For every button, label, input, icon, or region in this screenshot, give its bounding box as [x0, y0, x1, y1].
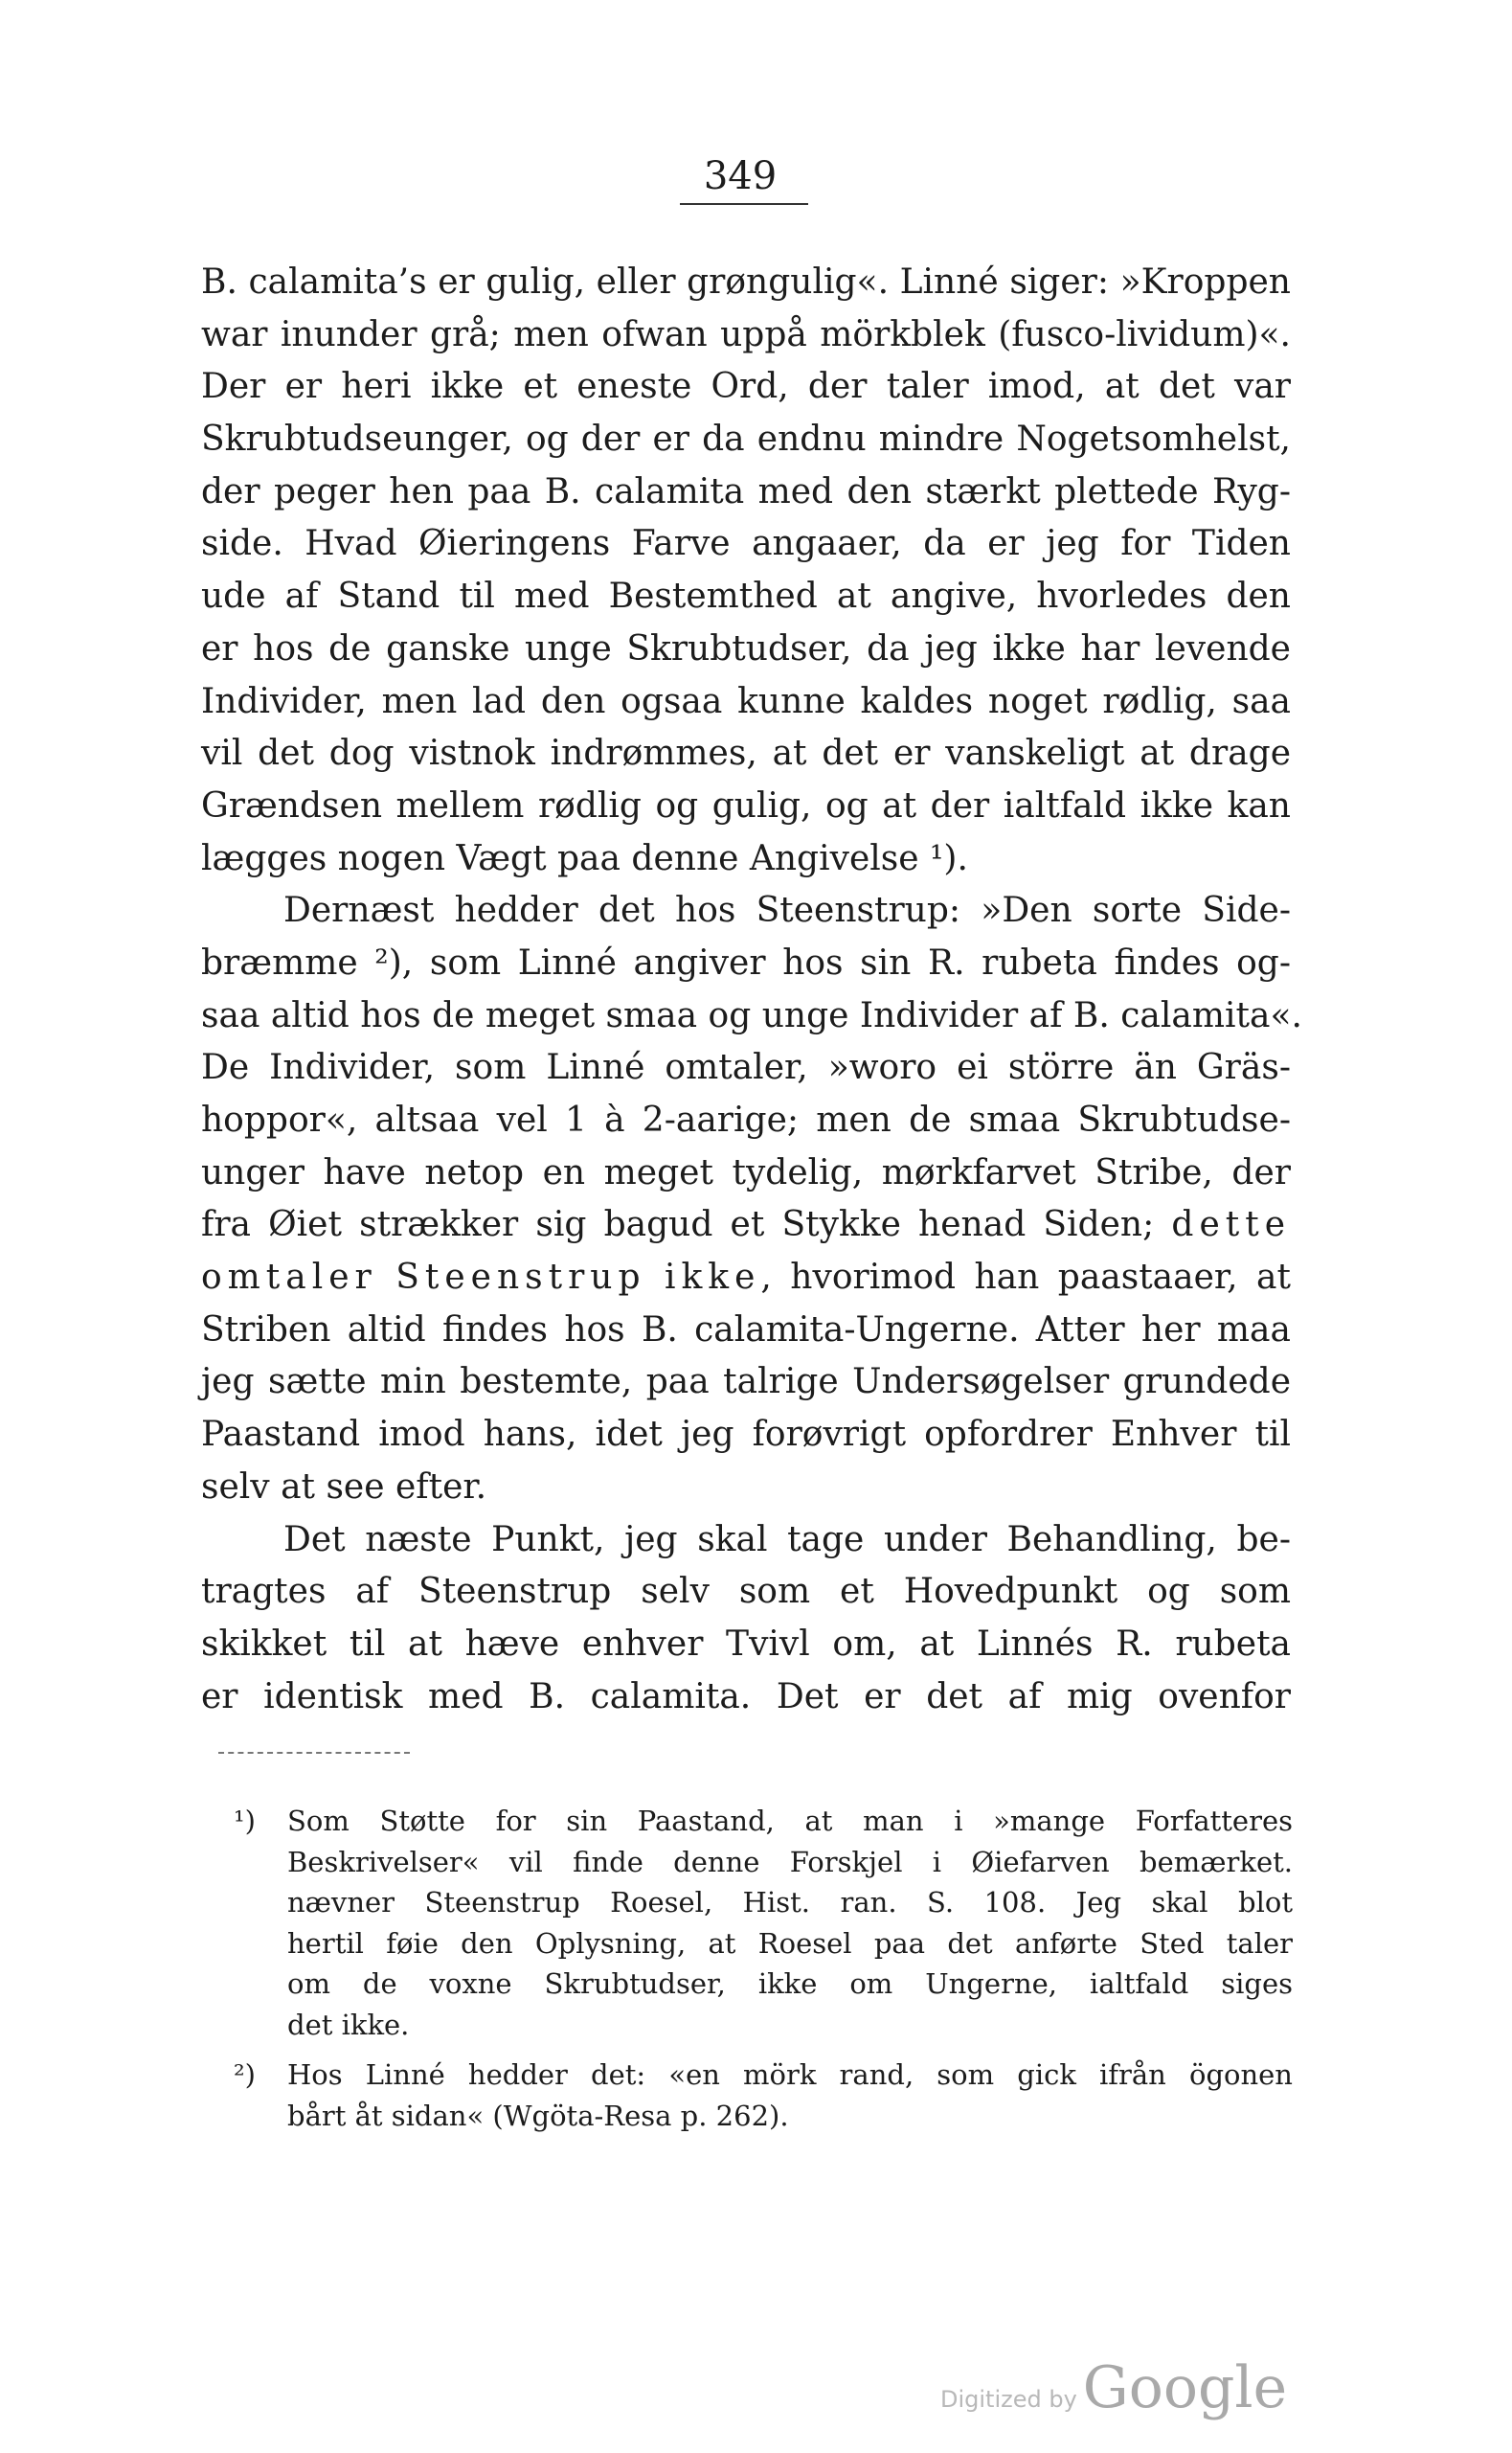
footnote-line: hertil føie den Oplysning, at Roesel paa det anførte Sted taler: [287, 1926, 1293, 1960]
footnote-text: Hos Linné hedder det: «en mörk rand, som gick ifrån ögonen: [287, 2058, 1293, 2091]
page-number: 349: [703, 154, 778, 198]
google-logo: Google: [1082, 2354, 1288, 2421]
text-line: Paastand imod hans, idet jeg forøvrigt opfordrer Enhver til: [201, 1415, 1291, 1455]
text-line: Det næste Punkt, jeg skal tage under Behandling, be-: [283, 1519, 1291, 1559]
text-line: skikket til at hæve enhver Tvivl om, at Linnés R. rubeta: [201, 1624, 1291, 1664]
text-line: war inunder grå; men ofwan uppå mörkblek (fusco-lividum)«.: [201, 314, 1291, 354]
text-line: [201, 1252, 1291, 1305]
text-line: Individer, men lad den ogsaa kunne kaldes noget rødlig, saa: [201, 681, 1291, 721]
text-line: Grændsen mellem rødlig og gulig, og at der ialtfald ikke kan: [201, 785, 1291, 826]
text-line: B. calamita’s er gulig, eller grøngulig«. Linné siger: »Kroppen: [201, 262, 1291, 302]
text-line: [201, 1199, 1291, 1252]
spaced-emphasis: Steenstrup: [395, 1258, 646, 1298]
footnote-line: Beskrivelser« vil finde denne Forskjel i Øiefarven bemærket.: [287, 1845, 1293, 1878]
body-text: [201, 257, 1302, 1723]
text-line: Der er heri ikke et eneste Ord, der taler imod, at det var: [201, 367, 1291, 407]
text-line: hoppor«, altsaa vel 1 à 2-aarige; men de smaa Skrubtudse-: [201, 1101, 1291, 1140]
text-line: jeg sætte min bestemte, paa talrige Undersøgelser grundede: [201, 1362, 1291, 1402]
footnote-line: [234, 1801, 1293, 1842]
text-line: er identisk med B. calamita. Det er det af mig ovenfor: [201, 1676, 1291, 1716]
footnote-text: Som Støtte for sin Paastand, at man i »mange Forfatteres: [287, 1805, 1293, 1837]
spaced-emphasis: dette: [1171, 1205, 1291, 1245]
text-line: tragtes af Steenstrup selv som et Hovedpunkt og som: [201, 1572, 1291, 1612]
text-line: unger have netop en meget tydelig, mørkfarvet Stribe, der: [201, 1152, 1291, 1192]
watermark-prefix: Digitized by: [940, 2386, 1077, 2413]
footnote-line: [234, 2055, 1293, 2096]
text-line: side. Hvad Øieringens Farve angaaer, da er jeg for Tiden: [201, 524, 1291, 564]
text-fragment: , hvorimod han paastaaer, at: [760, 1258, 1291, 1298]
footnote-marker: ²): [234, 2058, 256, 2091]
footnote-line: om de voxne Skrubtudser, ikke om Ungerne, ialtfald siges: [287, 1967, 1293, 2000]
text-line: De Individer, som Linné omtaler, »woro ei större än Gräs-: [201, 1048, 1291, 1088]
page-number-underline: [680, 203, 808, 205]
text-line: bræmme ²), som Linné angiver hos sin R. rubeta findes og-: [201, 943, 1291, 983]
text-line: Striben altid findes hos B. calamita-Ungerne. Atter her maa: [201, 1309, 1291, 1350]
footnotes: [234, 1801, 1293, 2136]
digitized-by-google-watermark: [940, 2354, 1288, 2431]
spaced-emphasis: omtaler: [201, 1258, 377, 1298]
text-line: saa altid hos de meget smaa og unge Individer af B. calamita«.: [201, 995, 1302, 1035]
text-fragment: fra Øiet strækker sig bagud et Stykke henad Siden;: [201, 1205, 1155, 1245]
footnote-line: bårt åt sidan« (Wgöta-Resa p. 262).: [287, 2099, 789, 2132]
footnote-line: nævner Steenstrup Roesel, Hist. ran. S. 108. Jeg skal blot: [287, 1886, 1293, 1919]
text-line: lægges nogen Vægt paa denne Angivelse ¹).: [201, 838, 968, 878]
footnote-line: det ikke.: [287, 2008, 410, 2041]
text-line: ude af Stand til med Bestemthed at angive, hvorledes den: [201, 577, 1291, 617]
text-line: selv at see efter.: [201, 1466, 487, 1507]
footnote-marker: ¹): [234, 1805, 256, 1837]
text-line: Skrubtudseunger, og der er da endnu mindre Nogetsomhelst,: [201, 420, 1291, 460]
text-line: Dernæst hedder det hos Steenstrup: »Den sorte Side-: [283, 891, 1291, 931]
footnote-separator: [218, 1752, 410, 1754]
spaced-emphasis: ikke: [664, 1258, 761, 1298]
text-line: der peger hen paa B. calamita med den stærkt plettede Ryg-: [201, 471, 1291, 511]
text-line: vil det dog vistnok indrømmes, at det er vanskeligt at drage: [201, 734, 1291, 774]
text-line: er hos de ganske unge Skrubtudser, da jeg ikke har levende: [201, 628, 1291, 669]
